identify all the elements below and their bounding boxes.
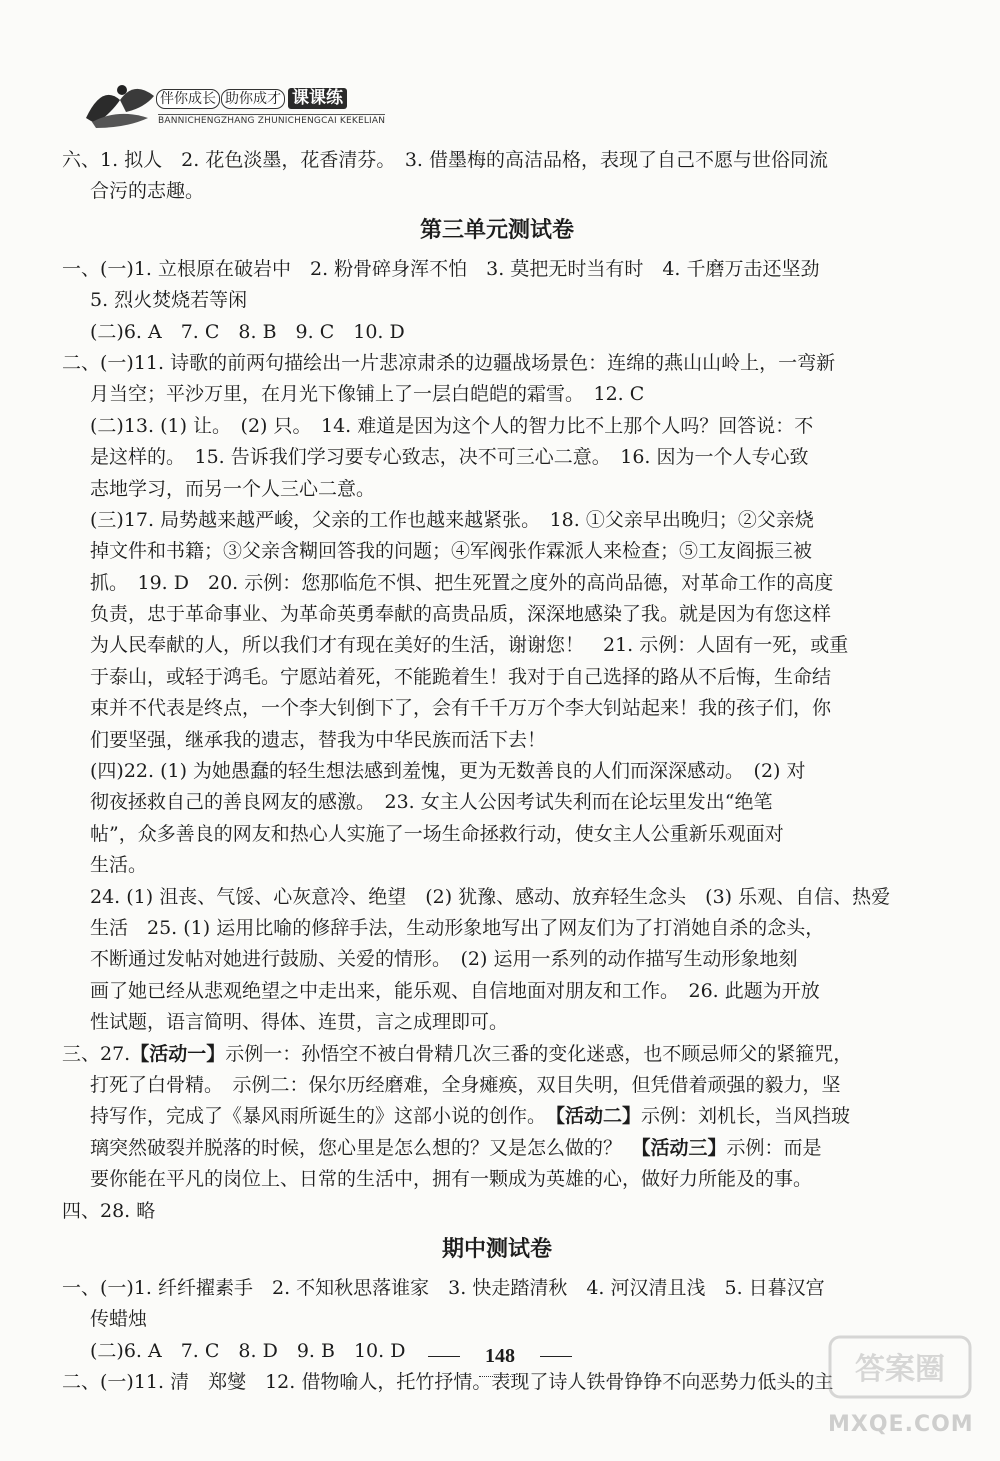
activity-label: 【活动三】 bbox=[641, 1136, 727, 1159]
text-line: 帖”，众多善良的网友和热心人实施了一场生命拯救行动，使女主人公重新乐观面对 bbox=[90, 822, 784, 845]
text-line: 们要坚强，继承我的遗志，替我为中华民族而活下去！ bbox=[90, 728, 547, 751]
item-prefix: 三、27. bbox=[62, 1042, 131, 1065]
text-line: 不断通过发帖对她进行鼓励、关爱的情形。 (2) 运用一系列的动作描写生动形象地刻 bbox=[90, 948, 798, 971]
text-line: 负责，忠于革命事业、为革命英勇奉献的高贵品质，深深地感染了我。就是因为有您这样 bbox=[90, 603, 832, 626]
watermark-text: MXQE.COM bbox=[828, 1412, 974, 1437]
text-line: 是这样的。 15. 告诉我们学习要专心致志，决不可三心二意。 16. 因为一个人专心致 bbox=[90, 446, 809, 469]
text-line: 合污的志趣。 bbox=[90, 180, 205, 203]
text-line bbox=[62, 1039, 902, 1070]
text-line: 束并不代表是终点，一个李大钊倒下了，会有千千万万个李大钊站起来！我的孩子们，你 bbox=[90, 697, 832, 720]
page-footer bbox=[450, 1336, 550, 1376]
text-run: 示例：刘机长，当风挡玻 bbox=[641, 1105, 851, 1128]
slogan-chip: 伴你成长 bbox=[156, 89, 220, 109]
section-title-midterm: 期中测试卷 bbox=[441, 1236, 552, 1262]
activity-label: 【活动二】 bbox=[555, 1105, 642, 1128]
text-line: 5. 烈火焚烧若等闲 bbox=[90, 289, 248, 312]
activity-label: 【活动一】 bbox=[130, 1042, 226, 1065]
text-line: 抓。 19. D 20. 示例：您那临危不惧、把生死置之度外的高尚品德，对革命工作的高度 bbox=[90, 571, 834, 594]
header bbox=[82, 72, 442, 136]
text-line: 性试题，语言简明、得体、连贯，言之成理即可。 bbox=[90, 1011, 509, 1034]
text-line: (二)13. (1) 让。 (2) 只。 14. 难道是因为这个人的智力比不上那个人吗？回答说：不 bbox=[90, 414, 814, 437]
text-line: 二、(一)11. 清 郑燮 12. 借物喻人，托竹抒情。表现了诗人铁骨铮铮不向恶势力低头的主 bbox=[62, 1371, 834, 1394]
text-line: 打死了白骨精。 示例二：保尔历经磨难，全身瘫痪，双目失明，但凭借着顽强的毅力，坚 bbox=[90, 1073, 841, 1096]
brand-pinyin: BANNICHENGZHANG ZHUNICHENGCAI KEKELIAN bbox=[158, 116, 386, 126]
page-number: 148 bbox=[450, 1336, 550, 1377]
text-line: 四、28. 略 bbox=[62, 1199, 156, 1222]
svg-text:答案圈: 答案圈 bbox=[855, 1352, 945, 1387]
text-run: 持写作，完成了《暴风雨所诞生的》这部小说的创作。 bbox=[90, 1105, 556, 1128]
text-line: 要你能在平凡的岗位上、日常的生活中，拥有一颗成为英雄的心，做好力所能及的事。 bbox=[90, 1168, 813, 1191]
text-line: 24. (1) 沮丧、气馁、心灰意冷、绝望 (2) 犹豫、感动、放弃轻生念头 (3) 乐观、自信、热爱 bbox=[90, 885, 891, 908]
slogan-chip: 助你成才 bbox=[221, 89, 285, 109]
text-line: (二)6. A 7. C 8. D 9. B 10. D bbox=[90, 1339, 406, 1362]
text-line: 生活。 bbox=[90, 854, 148, 877]
text-line: 月当空；平沙万里，在月光下像铺上了一层白皑皑的霜雪。 12. C bbox=[90, 383, 645, 406]
text-line bbox=[62, 1133, 902, 1164]
text-line: 二、(一)11. 诗歌的前两句描绘出一片悲凉肃杀的边疆战场景色：连绵的燕山山岭上，一弯新 bbox=[62, 351, 836, 374]
section-title-unit3: 第三单元测试卷 bbox=[419, 217, 574, 243]
answer-stamp-icon bbox=[826, 1329, 976, 1409]
text-line: 一、(一)1. 纤纤擢素手 2. 不知秋思落谁家 3. 快走踏清秋 4. 河汉清且浅 5. 日暮汉宫 bbox=[62, 1276, 825, 1299]
text-line: 六、1. 拟人 2. 花色淡墨，花香清芬。 3. 借墨梅的高洁品格，表现了自己不愿与世俗同流 bbox=[62, 149, 829, 171]
book-logo-icon bbox=[82, 78, 158, 130]
text-line: 彻夜拯救自己的善良网友的感激。 23. 女主人公因考试失利而在论坛里发出“绝笔 bbox=[90, 791, 773, 814]
text-run: 示例一：孙悟空不被白骨精几次三番的变化迷惑，也不顾忌师父的紧箍咒， bbox=[225, 1042, 853, 1065]
divider bbox=[540, 1356, 572, 1357]
slogan-row bbox=[156, 88, 347, 109]
watermark bbox=[826, 1329, 976, 1439]
text-line: 志地学习，而另一个人三心二意。 bbox=[90, 477, 376, 500]
text-line: (四)22. (1) 为她愚蠢的轻生想法感到羞愧，更为无数善良的人们而深深感动。 (2) 对 bbox=[90, 760, 806, 783]
text-line: 一、(一)1. 立根原在破岩中 2. 粉骨碎身浑不怕 3. 莫把无时当有时 4. 千磨万击还坚劲 bbox=[62, 257, 820, 280]
text-line: 于泰山，或轻于鸿毛。宁愿站着死，不能跪着生！我对于自己选择的路从不后悔，生命结 bbox=[90, 665, 832, 688]
text-line: (三)17. 局势越来越严峻，父亲的工作也越来越紧张。 18. ①父亲早出晚归；②父亲烧 bbox=[90, 508, 814, 531]
text-line: 画了她已经从悲观绝望之中走出来，能乐观、自信地面对朋友和工作。 26. 此题为开放 bbox=[90, 979, 820, 1002]
text-line: 传蜡烛 bbox=[90, 1308, 148, 1331]
text-line: 为人民奉献的人，所以我们才有现在美好的生活，谢谢您！ 21. 示例：人固有一死，或重 bbox=[90, 634, 849, 657]
text-line: 生活 25. (1) 运用比喻的修辞手法，生动形象地写出了网友们为了打消她自杀的念头， bbox=[90, 916, 825, 939]
text-run: 璃突然破裂并脱落的时候，您心里是怎么想的？又是怎么做的？ bbox=[90, 1136, 642, 1159]
brand-name: 课课练 bbox=[288, 88, 347, 109]
text-run: 示例：而是 bbox=[726, 1136, 822, 1159]
text-line: (二)6. A 7. C 8. B 9. C 10. D bbox=[90, 320, 405, 343]
answer-content bbox=[62, 145, 902, 1398]
text-line: 掉文件和书籍；③父亲含糊回答我的问题；④军阀张作霖派人来检查；⑤工友阎振三被 bbox=[90, 540, 813, 563]
text-line bbox=[62, 1101, 902, 1132]
